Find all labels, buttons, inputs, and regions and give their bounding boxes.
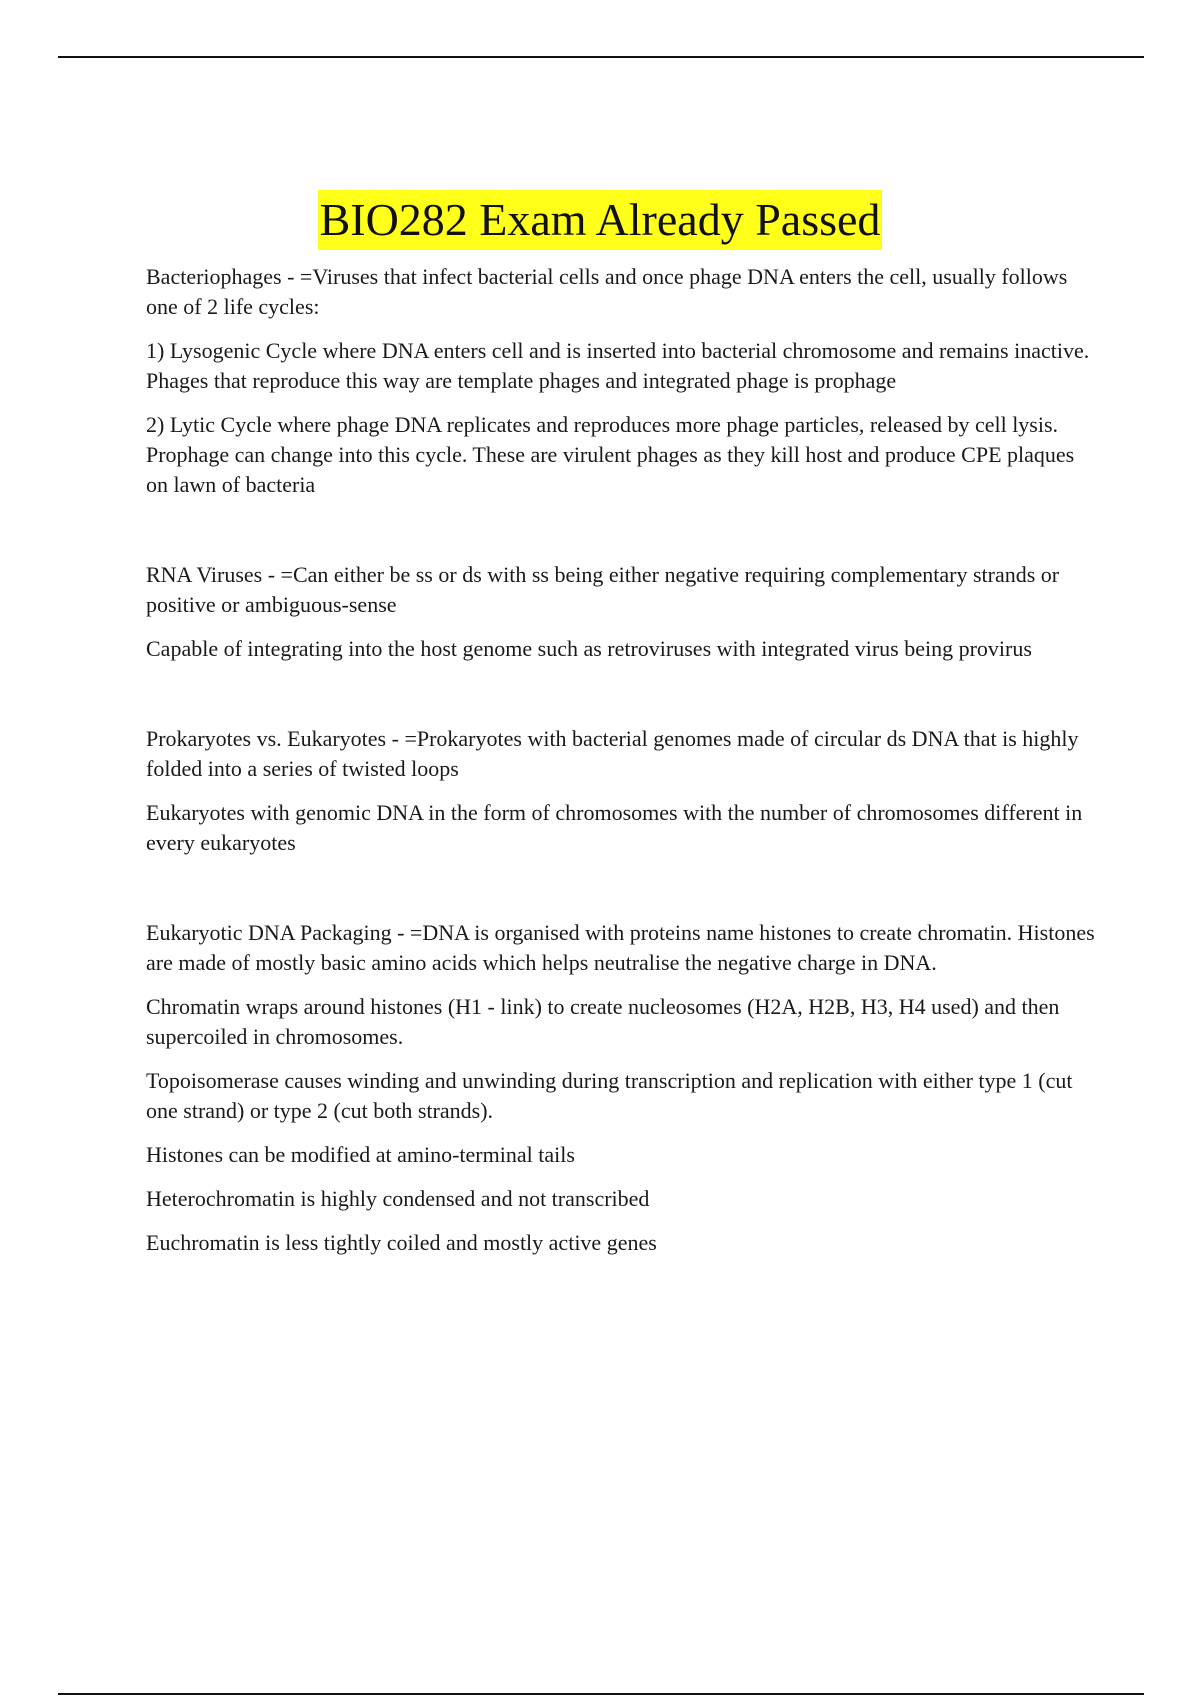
paragraph: Capable of integrating into the host genome such as retroviruses with integrated virus being provirus	[146, 636, 1032, 661]
document-body	[146, 262, 1096, 1272]
paragraph: Eukaryotic DNA Packaging - =DNA is organised with proteins name histones to create chromatin. Histones are made of mostly basic amino acids which helps neutralise the negative charge in DNA.	[146, 920, 1095, 975]
paragraph: Heterochromatin is highly condensed and not transcribed	[146, 1186, 650, 1211]
paragraph: Eukaryotes with genomic DNA in the form of chromosomes with the number of chromosomes different in every eukaryotes	[146, 800, 1083, 855]
paragraph: Topoisomerase causes winding and unwinding during transcription and replication with either type 1 (cut one strand) or type 2 (cut both strands).	[146, 1068, 1073, 1123]
paragraph: Histones can be modified at amino-terminal tails	[146, 1142, 575, 1167]
page-title: BIO282 Exam Already Passed	[318, 190, 883, 250]
title-container	[0, 190, 1200, 250]
paragraph: Euchromatin is less tightly coiled and mostly active genes	[146, 1230, 657, 1255]
paragraph: Bacteriophages - =Viruses that infect bacterial cells and once phage DNA enters the cell, usually follows one of 2 life cycles:	[146, 264, 1068, 319]
section-bacteriophages	[146, 262, 1096, 500]
section-spacer	[146, 872, 1096, 918]
section-spacer	[146, 514, 1096, 560]
bottom-divider	[58, 1693, 1144, 1695]
section-spacer	[146, 678, 1096, 724]
top-divider	[58, 56, 1144, 58]
paragraph: Prokaryotes vs. Eukaryotes - =Prokaryotes with bacterial genomes made of circular ds DNA that is highly folded into a series of twisted loops	[146, 726, 1079, 781]
section-prokaryotes-eukaryotes	[146, 724, 1096, 858]
paragraph: 2) Lytic Cycle where phage DNA replicates and reproduces more phage particles, released by cell lysis. Prophage can change into this cycle. These are virulent phages as they kill host and produce CPE plaques on lawn of bacteria	[146, 412, 1075, 497]
paragraph: RNA Viruses - =Can either be ss or ds with ss being either negative requiring complementary strands or positive or ambiguous-sense	[146, 562, 1060, 617]
section-dna-packaging	[146, 918, 1096, 1258]
paragraph: Chromatin wraps around histones (H1 - link) to create nucleosomes (H2A, H2B, H3, H4 used) and then supercoiled in chromosomes.	[146, 994, 1060, 1049]
section-rna-viruses	[146, 560, 1096, 664]
paragraph: 1) Lysogenic Cycle where DNA enters cell and is inserted into bacterial chromosome and remains inactive. Phages that reproduce this way are template phages and integrated phage is prophage	[146, 338, 1090, 393]
